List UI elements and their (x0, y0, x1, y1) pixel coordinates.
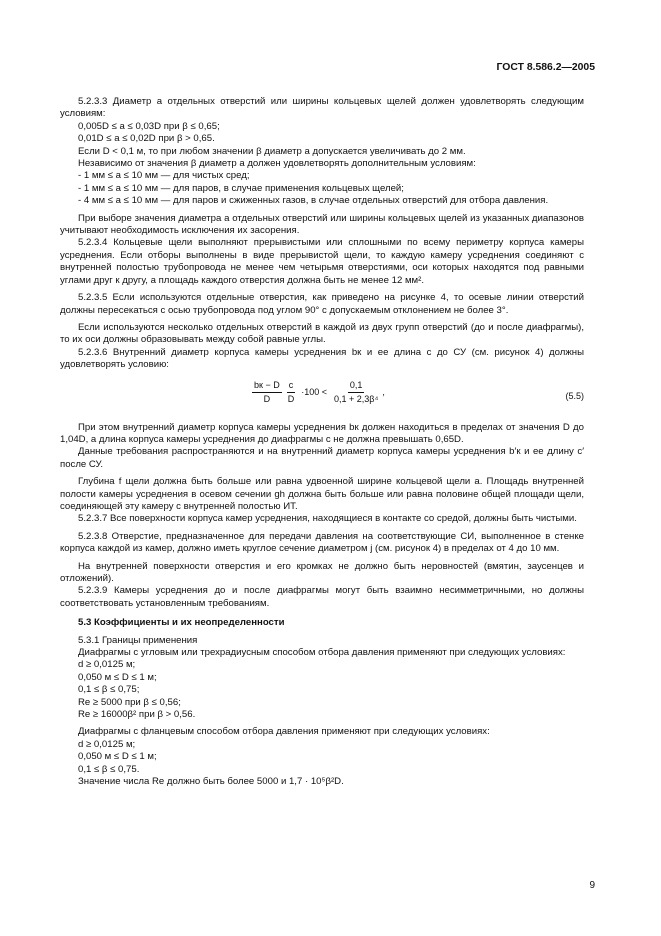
fraction-c (286, 380, 297, 405)
paragraph-5-2-3-4: 5.2.3.4 Кольцевые щели выполняют прерывистыми или сплошными по всему периметру корпуса камеры усреднения. Если отборы выполнены в виде прерывистой щели, то каждую камеру усреднения соединяют с внутренней полостью трубопровода не менее чем четырьмя отверстиями, оси которых находятся под равными углами друг к другу, а площадь каждого отверстия должна быть не менее 12 мм². (60, 237, 584, 286)
paragraph: Диафрагмы с угловым или трехрадиусным способом отбора давления применяют при следующих условиях: (78, 647, 566, 659)
condition-line: 0,1 ≤ β ≤ 0,75; (78, 684, 140, 696)
condition-line: 0,1 ≤ β ≤ 0,75. (78, 763, 140, 775)
formula-number: (5.5) (565, 390, 584, 401)
paragraph-5-2-3-3: 5.2.3.3 Диаметр a отдельных отверстий или ширины кольцевых щелей должен удовлетворять следующим условиям: (60, 96, 584, 120)
list-item: - 1 мм ≤ a ≤ 10 мм — для чистых сред; (78, 170, 250, 182)
paragraph-5-2-3-8: 5.2.3.8 Отверстие, предназначенное для передачи давления на соответствующие СИ, выполненное в стенке корпуса каждой из камер, должно иметь круглое сечение диаметром j (см. рисунок 4) в пределах от 4 до 10 мм. (60, 530, 584, 555)
formula-end: , (382, 386, 385, 397)
paragraph: Если D < 0,1 м, то при любом значении β диаметр a допускается увеличивать до 2 мм. (78, 145, 466, 157)
fraction-numerator: 0,1 (348, 380, 365, 393)
condition-line: Re ≥ 16000β² при β > 0,56. (78, 709, 196, 721)
page-content (60, 96, 584, 789)
paragraph: На внутренней поверхности отверстия и его кромках не должно быть неровностей (вмятин, заусенцев и отложений). (60, 560, 584, 584)
paragraph: Глубина f щели должна быть больше или равна удвоенной ширине кольцевой щели a. Площадь внутренней полости камеры усреднения в осевом сечении gh должна быть больше или равна половине общей площади щели, соединяющей эту камеру с внутренней полостью ИТ. (60, 476, 584, 512)
paragraph: При этом внутренний диаметр корпуса камеры усреднения bк должен находиться в пределах от значения D до 1,04D, а длина корпуса камеры усреднения до диафрагмы c не должна превышать 0,65D. (60, 421, 584, 445)
fraction-rhs (332, 380, 380, 405)
paragraph: Диафрагмы с фланцевым способом отбора давления применяют при следующих условиях: (78, 726, 490, 738)
paragraph-5-2-3-7: 5.2.3.7 Все поверхности корпуса камер усреднения, находящиеся в контакте со средой, должны быть чистыми. (78, 513, 577, 525)
formula-operator: ·100 < (301, 386, 327, 397)
condition-line: 0,01D ≤ a ≤ 0,02D при β > 0,65. (78, 133, 215, 145)
condition-line: Re ≥ 5000 при β ≤ 0,56; (78, 696, 181, 708)
paragraph: Данные требования распространяются и на внутренний диаметр корпуса камеры усреднения b′к и ее длину c′ после СУ. (60, 446, 584, 470)
fraction-denominator: D (287, 393, 295, 404)
paragraph: Независимо от значения β диаметр a должен удовлетворять дополнительным условиям: (78, 158, 476, 170)
fraction-numerator: bк − D (252, 380, 282, 393)
formula-expression (250, 380, 385, 405)
subsection-heading-5-3-1: 5.3.1 Границы применения (78, 634, 198, 646)
paragraph-5-2-3-9: 5.2.3.9 Камеры усреднения до и после диафрагмы могут быть взаимно несимметричными, но должны соответствовать установленным требованиям. (60, 585, 584, 609)
formula-5-5 (60, 376, 584, 416)
paragraph-5-2-3-5: 5.2.3.5 Если используются отдельные отверстия, как приведено на рисунке 4, то осевые линии отверстий должны пересекаться с осью трубопровода под углом 90° с допускаемым отклонением не более 3°. (60, 292, 584, 316)
page-number: 9 (589, 880, 595, 891)
list-item: - 1 мм ≤ a ≤ 10 мм — для паров, в случае применения кольцевых щелей; (78, 182, 404, 194)
paragraph: Если используются несколько отдельных отверстий в каждой из двух групп отверстий (до и после диафрагмы), то их оси должны образовывать между собой равные углы. (60, 321, 584, 346)
section-heading-5-3: 5.3 Коэффициенты и их неопределенности (78, 617, 285, 629)
fraction-numerator: c (287, 380, 296, 393)
condition-line: d ≥ 0,0125 м; (78, 738, 136, 750)
document-id: ГОСТ 8.586.2—2005 (496, 62, 595, 73)
paragraph: При выборе значения диаметра a отдельных отверстий или ширины кольцевых щелей из указанных диапазонов учитывают необходимость исключения их засорения. (60, 212, 584, 237)
fraction-denominator: 0,1 + 2,3β⁴ (333, 393, 379, 404)
condition-line: 0,050 м ≤ D ≤ 1 м; (78, 671, 157, 683)
condition-line: d ≥ 0,0125 м; (78, 659, 136, 671)
condition-line: 0,050 м ≤ D ≤ 1 м; (78, 751, 157, 763)
fraction-denominator: D (263, 393, 271, 404)
list-item: - 4 мм ≤ a ≤ 10 мм — для паров и сжиженных газов, в случае отдельных отверстий для отбора давления. (78, 195, 549, 207)
paragraph-5-2-3-6: 5.2.3.6 Внутренний диаметр корпуса камеры усреднения bк и ее длина c до СУ (см. рисунок 4) должны удовлетворять условию: (60, 346, 584, 371)
fraction-lhs (252, 380, 282, 405)
paragraph: Значение числа Re должно быть более 5000 и 1,7 · 10⁵β²D. (78, 776, 344, 788)
condition-line: 0,005D ≤ a ≤ 0,03D при β ≤ 0,65; (78, 120, 220, 132)
